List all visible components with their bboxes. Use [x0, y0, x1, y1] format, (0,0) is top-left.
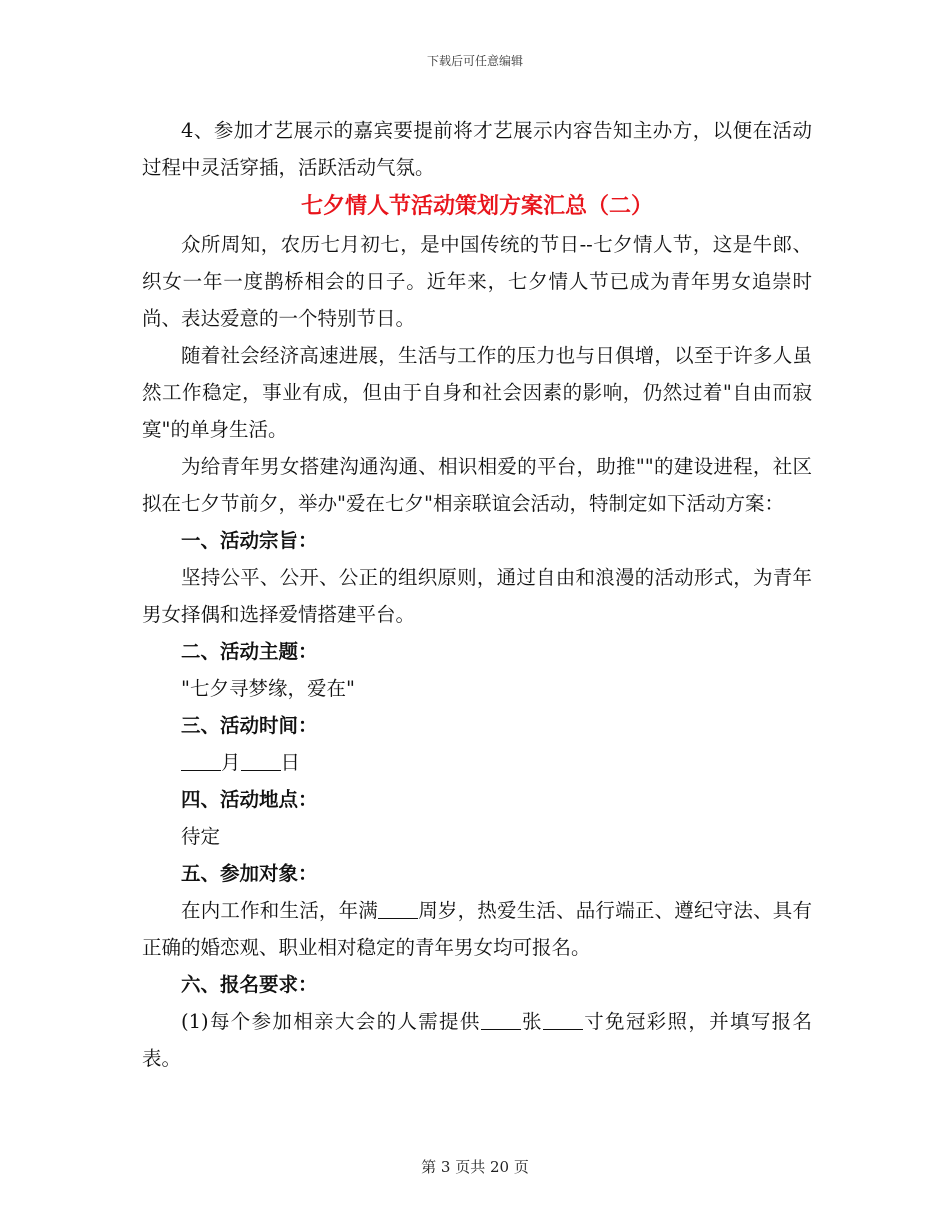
- participants-text-b: 周岁，热爱生活、品行端正、遵纪守法、具有正确的婚恋观、职业相对稳定的青年男女均可报名。: [142, 899, 812, 959]
- heading-purpose: 一、活动宗旨：: [181, 529, 318, 552]
- document-body: [142, 112, 812, 1077]
- heading-location: 四、活动地点：: [181, 788, 318, 811]
- heading-registration: 六、报名要求：: [181, 973, 318, 996]
- registration-text-a: (1)每个参加相亲大会的人需提供: [181, 1010, 481, 1033]
- list-item-4: 4、参加才艺展示的嘉宾要提前将才艺展示内容告知主办方，以便在活动过程中灵活穿插，活跃活动气氛。: [142, 119, 812, 179]
- location-body: 待定: [181, 825, 221, 848]
- blank-month: [181, 750, 221, 771]
- purpose-body: 坚持公平、公开、公正的组织原则，通过自由和浪漫的活动形式，为青年男女择偶和选择爱情搭建平台。: [142, 566, 812, 626]
- participants-body: [142, 892, 812, 966]
- intro-paragraph-1: 众所周知，农历七月初七，是中国传统的节日--七夕情人节，这是牛郎、织女一年一度鹊桥相会的日子。近年来，七夕情人节已成为青年男女追崇时尚、表达爱意的一个特别节日。: [142, 233, 812, 330]
- header-note: 下载后可任意编辑: [426, 54, 523, 68]
- blank-photo-size: [543, 1009, 583, 1030]
- heading-participants: 五、参加对象：: [181, 862, 318, 885]
- blank-photo-count: [481, 1009, 521, 1030]
- registration-text-c: 寸免冠彩照，并填写报名表。: [142, 1010, 812, 1070]
- section-title: 七夕情人节活动策划方案汇总（二）: [300, 193, 653, 219]
- month-label: 月: [221, 751, 241, 774]
- time-body: [142, 744, 812, 781]
- registration-text-b: 张: [520, 1010, 543, 1033]
- registration-item-1: [142, 1003, 812, 1077]
- blank-day: [241, 750, 281, 771]
- theme-body: "七夕寻梦缘，爱在": [181, 677, 355, 700]
- heading-theme: 二、活动主题：: [181, 640, 318, 663]
- blank-age: [378, 898, 418, 919]
- participants-text-a: 在内工作和生活，年满: [181, 899, 378, 922]
- day-label: 日: [280, 751, 301, 774]
- intro-paragraph-2: 随着社会经济高速进展，生活与工作的压力也与日俱增，以至于许多人虽然工作稳定，事业有成，但由于自身和社会因素的影响，仍然过着"自由而寂寞"的单身生活。: [142, 344, 812, 441]
- page-number-footer: 第 3 页共 20 页: [421, 1158, 529, 1176]
- heading-time: 三、活动时间：: [181, 714, 318, 737]
- intro-paragraph-3: 为给青年男女搭建沟通沟通、相识相爱的平台，助推""的建设进程，社区拟在七夕节前夕，举办"爱在七夕"相亲联谊会活动，特制定如下活动方案：: [142, 455, 812, 515]
